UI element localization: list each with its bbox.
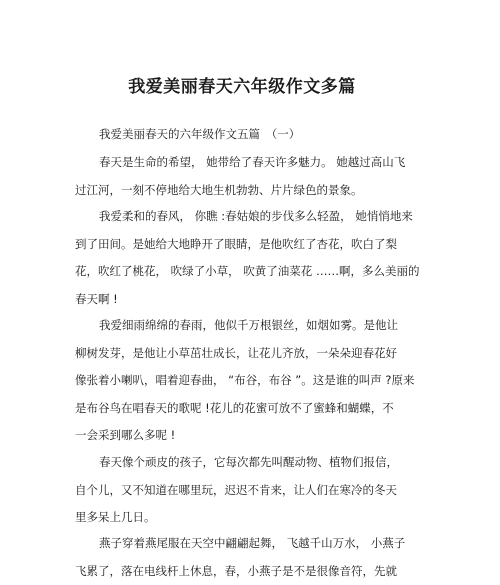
paragraph-line: 燕子穿着燕尾服在天空中翩翩起舞， 飞越千山万水， 小燕子 (75, 530, 425, 558)
paragraph-line: 春天像个顽皮的孩子，它每次都先叫醒动物、植物们报信， (75, 449, 425, 477)
paragraph-line: 到了田间。是她给大地睁开了眼睛，是他吹红了杏花，吹白了梨 (75, 231, 425, 259)
paragraph-line: 花，吹红了桃花， 吹绿了小草， 吹黄了油菜花 ……啊，多么美丽的 (75, 258, 425, 286)
paragraph-3 (75, 312, 425, 450)
paragraph-line: 是布谷鸟在唱春天的歌呢 !花儿的花蜜可放不了蜜蜂和蝴蝶，不 (75, 395, 425, 423)
paragraph-line: 我爱柔和的春风， 你瞧 :春姑娘的步伐多么轻盈， 她悄悄地来 (75, 203, 425, 231)
paragraph-line: 春天啊 ! (75, 286, 425, 314)
document-subtitle: 我爱美丽春天的六年级作文五篇 （一） (99, 125, 300, 143)
paragraph-2 (75, 203, 425, 313)
paragraph-line: 我爱细雨绵绵的春雨，他似千万根银丝，如烟如雾。是他让 (75, 312, 425, 340)
paragraph-line: 一会采到哪么多呢 ! (75, 422, 425, 450)
paragraph-1 (75, 149, 425, 204)
paragraph-line: 像张着小喇叭，唱着迎春曲， “布谷，布谷 ”。这是谁的叫声 ?原来 (75, 367, 425, 395)
paragraph-line: 柳树发芽，是他让小草茁壮成长，让花儿齐放，一朵朵迎春花好 (75, 340, 425, 368)
paragraph-5 (75, 530, 425, 585)
paragraph-line: 过江河，一刻不停地给大地生机勃勃、片片绿色的景象。 (75, 177, 425, 205)
document-title: 我爱美丽春天六年级作文多篇 (0, 76, 484, 98)
paragraph-line: 飞累了，落在电线杆上休息，春，小燕子是不是很像音符，先就 (75, 558, 425, 585)
paragraph-line: 春天是生命的希望， 她带给了春天许多魅力。 她越过高山飞 (75, 149, 425, 177)
paragraph-4 (75, 449, 425, 532)
paragraph-line: 自个儿，又不知道在哪里玩，迟迟不肯来，让人们在寒冷的冬天 (75, 477, 425, 505)
paragraph-line: 里多呆上几日。 (75, 504, 425, 532)
